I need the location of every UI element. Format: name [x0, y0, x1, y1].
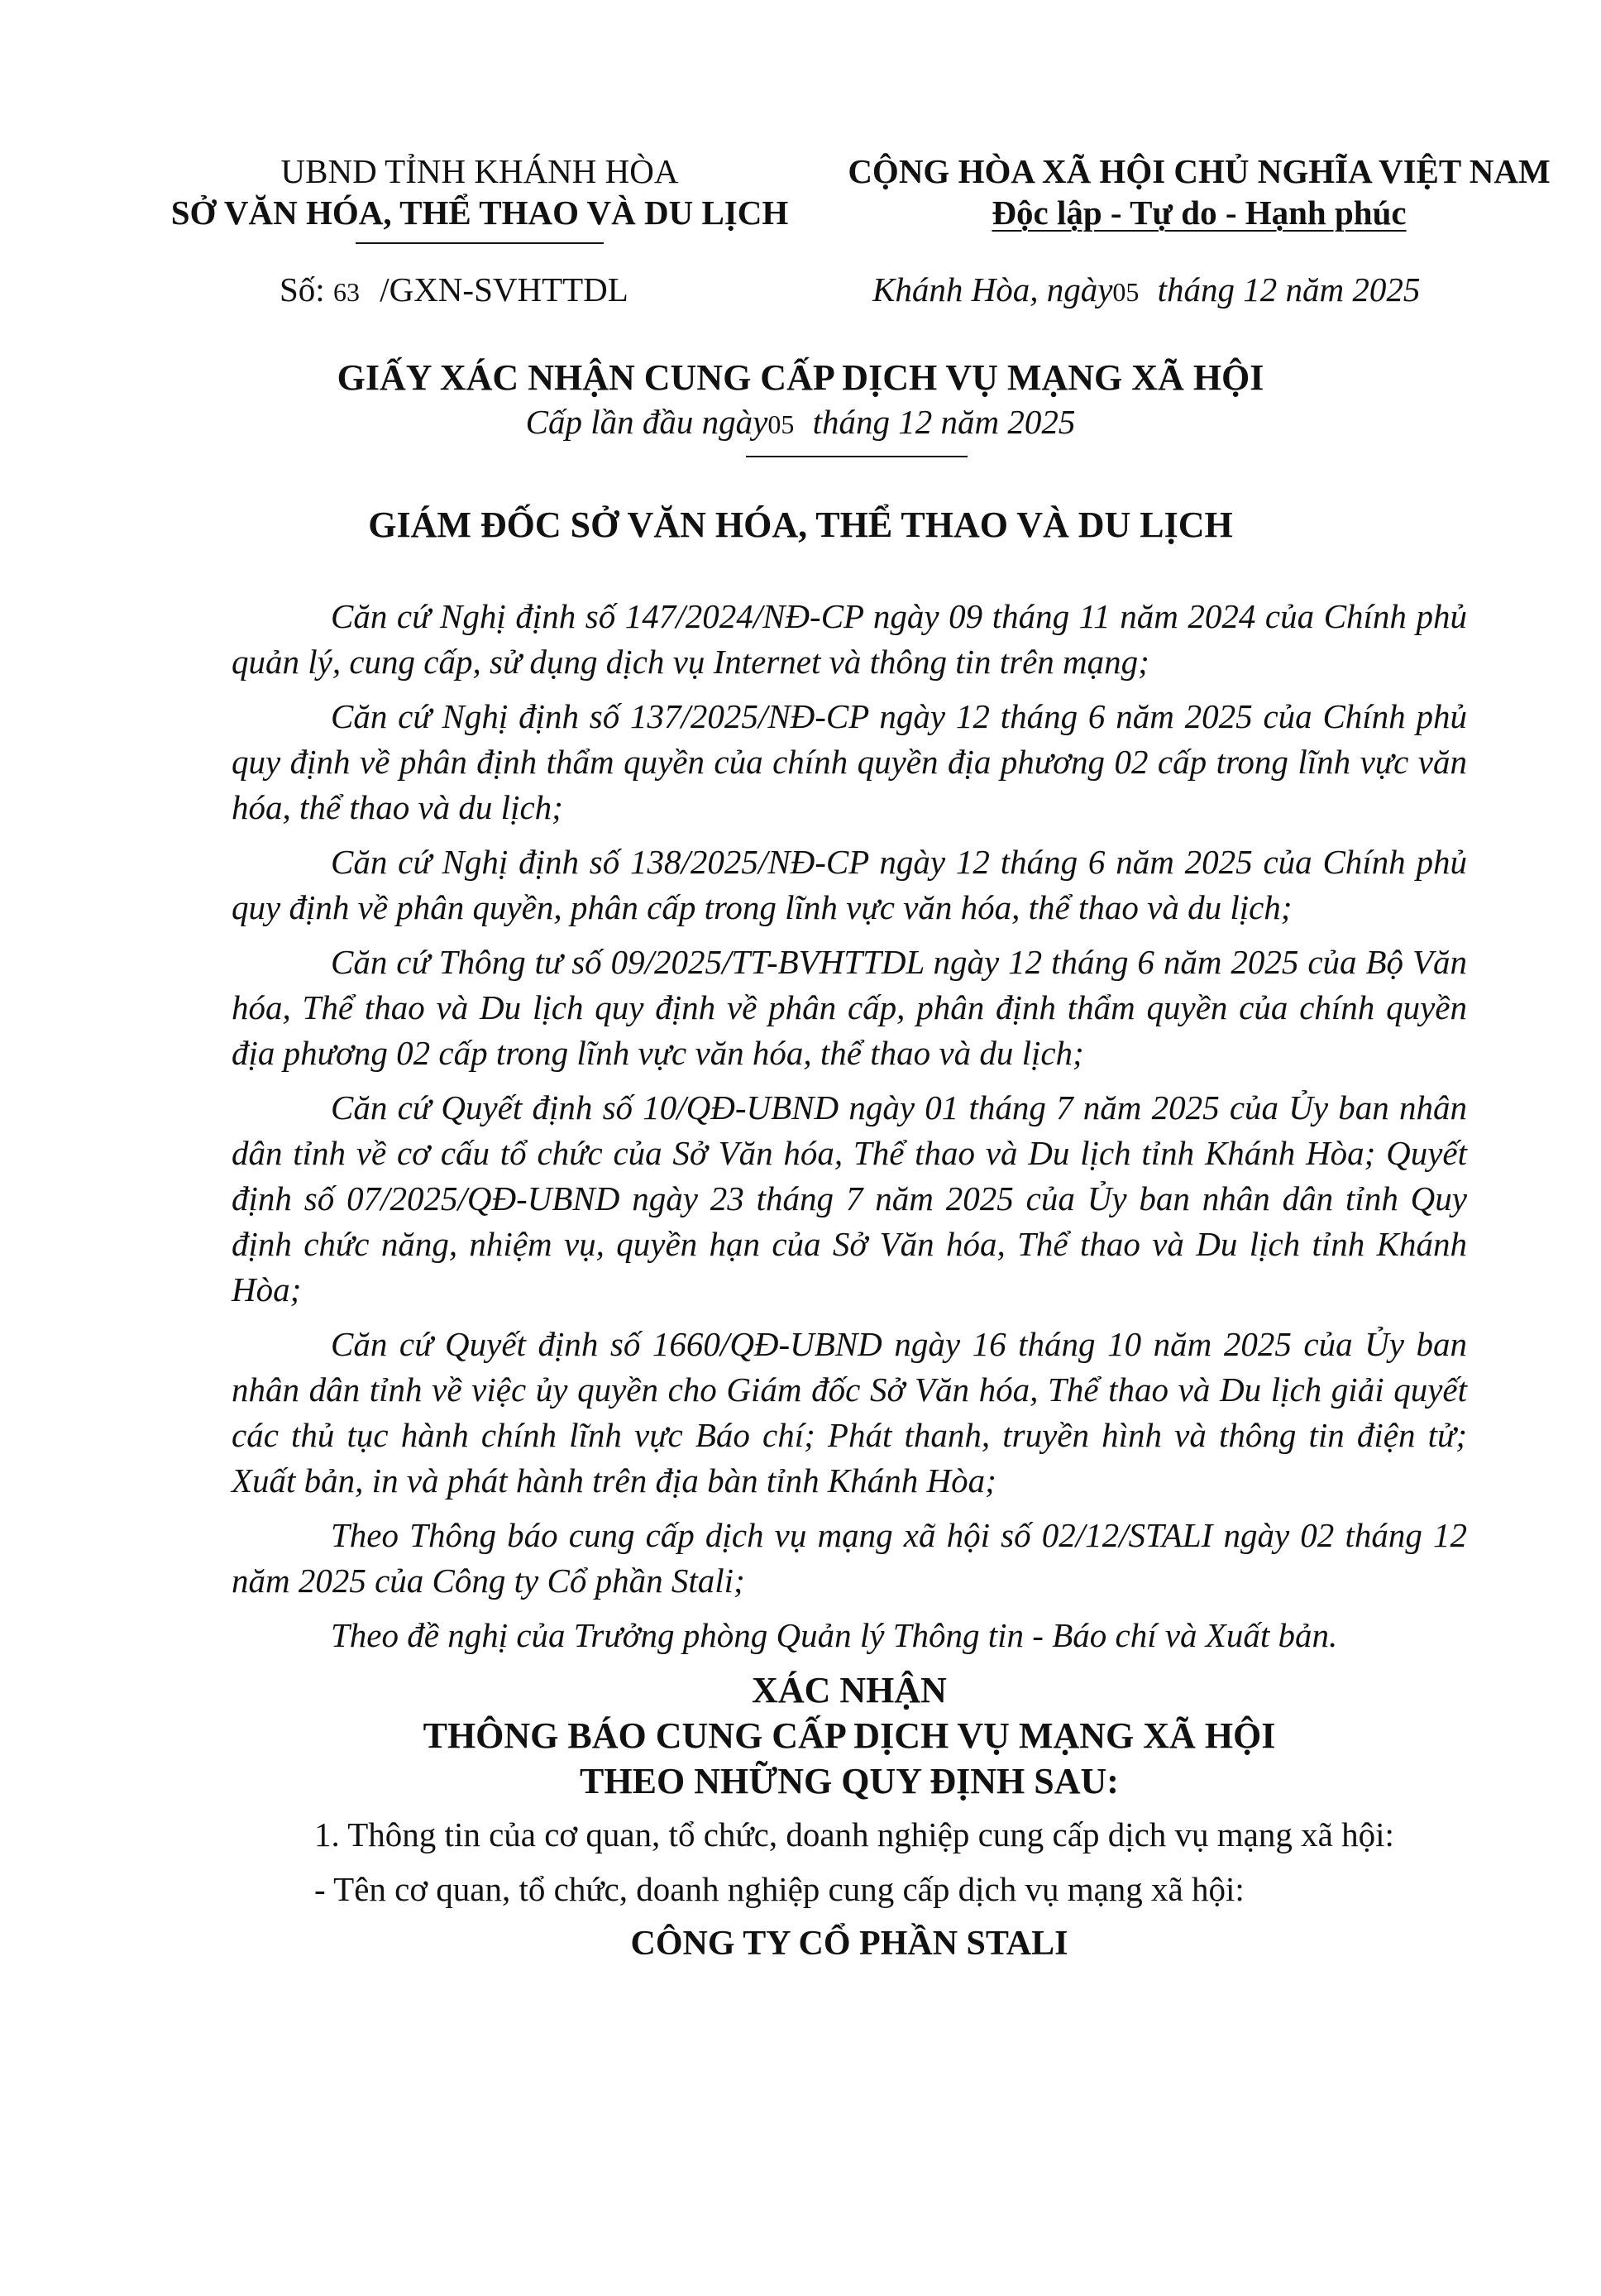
provider-name-label: - Tên cơ quan, tổ chức, doanh nghiệp cung cấp dịch vụ mạng xã hội:	[314, 1870, 1245, 1908]
document-number	[280, 269, 628, 313]
department-underline	[356, 242, 604, 244]
legal-basis-paragraph: Căn cứ Thông tư số 09/2025/TT-BVHTTDL ngày 12 tháng 6 năm 2025 của Bộ Văn hóa, Thể thao và Du lịch quy định về phân cấp, phân định thẩm quyền của chính quyền địa phương 02 cấp trong lĩnh vực văn hóa, thể thao và du lịch;	[232, 943, 1467, 1072]
date-day: 05	[1112, 277, 1140, 307]
document-title: GIẤY XÁC NHẬN CUNG CẤP DỊCH VỤ MẠNG XÃ HỘI	[337, 357, 1264, 398]
provider-company-name: CÔNG TY CỔ PHẦN STALI	[630, 1925, 1068, 1963]
date-prefix: Khánh Hòa, ngày	[872, 270, 1113, 309]
legal-basis-paragraph: Theo Thông báo cung cấp dịch vụ mạng xã hội số 02/12/STALI ngày 02 tháng 12 năm 2025 của Công ty Cổ phần Stali;	[232, 1516, 1467, 1600]
number-suffix: /GXN-SVHTTDL	[380, 270, 628, 309]
confirmation-line: THEO NHỮNG QUY ĐỊNH SAU:	[580, 1761, 1119, 1801]
subtitle-prefix: Cấp lần đầu ngày	[525, 403, 768, 441]
document-subtitle	[0, 400, 1601, 446]
provincial-committee-name: UBND TỈNH KHÁNH HÒA	[280, 152, 679, 190]
number-prefix: Số:	[280, 270, 325, 309]
subtitle-suffix: tháng 12 năm 2025	[812, 403, 1076, 441]
legal-basis-paragraph: Căn cứ Nghị định số 138/2025/NĐ-CP ngày 12 tháng 6 năm 2025 của Chính phủ quy định về phân quyền, phân cấp trong lĩnh vực văn hóa, thể thao và du lịch;	[232, 843, 1467, 926]
issuing-authority-block	[141, 151, 819, 248]
director-heading: GIÁM ĐỐC SỞ VĂN HÓA, THỂ THAO VÀ DU LỊCH	[368, 505, 1233, 545]
national-motto-block	[827, 151, 1571, 233]
confirmation-line: THÔNG BÁO CUNG CẤP DỊCH VỤ MẠNG XÃ HỘI	[423, 1715, 1276, 1756]
country-name: CỘNG HÒA XÃ HỘI CHỦ NGHĨA VIỆT NAM	[848, 152, 1551, 190]
confirmation-line: XÁC NHẬN	[752, 1670, 947, 1710]
legal-basis-paragraph: Căn cứ Quyết định số 10/QĐ-UBND ngày 01 tháng 7 năm 2025 của Ủy ban nhân dân tỉnh về cơ cấu tổ chức của Sở Văn hóa, Thể thao và Du lịch tỉnh Khánh Hòa; Quyết định số 07/2025/QĐ-UBND ngày 23 tháng 7 năm 2025 của Ủy ban nhân dân tỉnh Quy định chức năng, nhiệm vụ, quyền hạn của Sở Văn hóa, Thể thao và Du lịch tỉnh Khánh Hòa;	[232, 1088, 1467, 1308]
legal-basis-paragraph: Căn cứ Nghị định số 137/2025/NĐ-CP ngày 12 tháng 6 năm 2025 của Chính phủ quy định về phân định thẩm quyền của chính quyền địa phương 02 cấp trong lĩnh vực văn hóa, thể thao và du lịch;	[232, 697, 1467, 826]
subtitle-rule	[746, 456, 968, 457]
document-date	[872, 269, 1420, 313]
legal-basis-paragraph: Theo đề nghị của Trưởng phòng Quản lý Thông tin - Báo chí và Xuất bản.	[331, 1616, 1338, 1654]
date-suffix: tháng 12 năm 2025	[1157, 270, 1421, 309]
document-body	[232, 594, 1467, 1967]
subtitle-day: 05	[767, 409, 795, 439]
legal-basis-paragraph: Căn cứ Quyết định số 1660/QĐ-UBND ngày 16 tháng 10 năm 2025 của Ủy ban nhân dân tỉnh về việc ủy quyền cho Giám đốc Sở Văn hóa, Thể thao và Du lịch giải quyết các thủ tục hành chính lĩnh vực Báo chí; Phát thanh, truyền hình và thông tin điện tử; Xuất bản, in và phát hành trên địa bàn tỉnh Khánh Hòa;	[232, 1325, 1467, 1500]
section-1-heading: 1. Thông tin của cơ quan, tổ chức, doanh nghiệp cung cấp dịch vụ mạng xã hội:	[314, 1815, 1394, 1854]
number-value: 63	[332, 277, 360, 307]
national-motto: Độc lập - Tự do - Hạnh phúc	[992, 194, 1407, 232]
legal-basis-paragraph: Căn cứ Nghị định số 147/2024/NĐ-CP ngày 09 tháng 11 năm 2024 của Chính phủ quản lý, cung cấp, sử dụng dịch vụ Internet và thông tin trên mạng;	[232, 597, 1467, 681]
department-name: SỞ VĂN HÓA, THỂ THAO VÀ DU LỊCH	[170, 194, 789, 232]
confirmation-heading	[232, 1667, 1467, 1804]
